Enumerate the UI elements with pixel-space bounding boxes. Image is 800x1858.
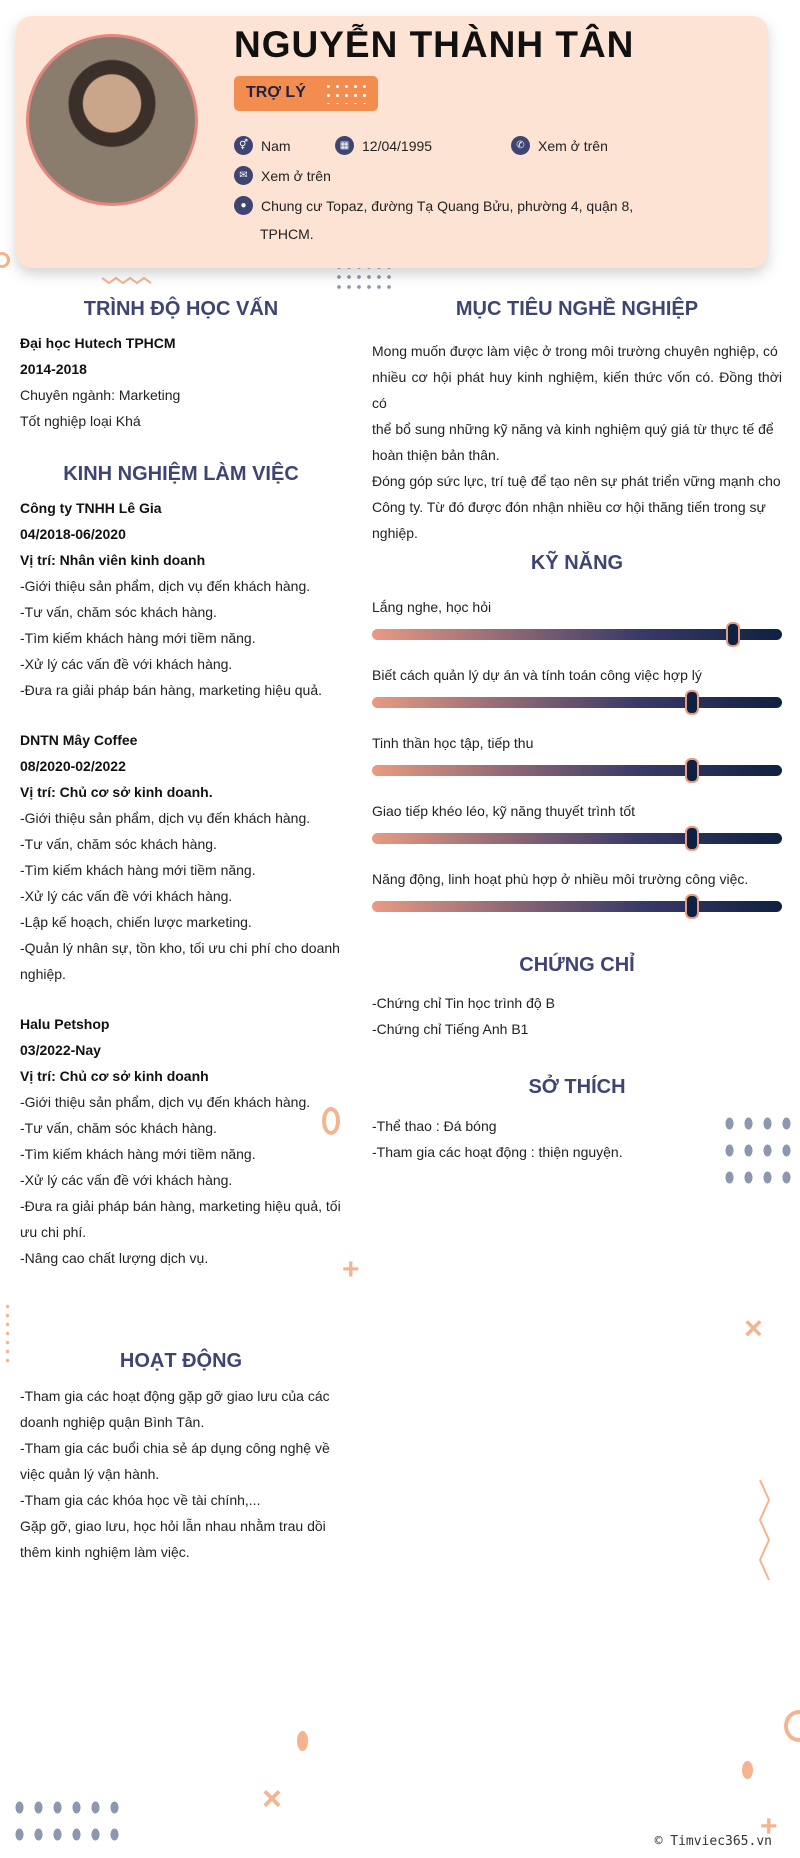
role-badge-dots bbox=[324, 82, 372, 104]
mail-icon: ✉ bbox=[234, 166, 253, 185]
certificates-title: CHỨNG CHỈ bbox=[519, 954, 635, 976]
job-duty: -Nâng cao chất lượng dịch vụ. bbox=[20, 1250, 209, 1266]
gender-icon: ⚥ bbox=[234, 136, 253, 155]
job-duty: -Tư vấn, chăm sóc khách hàng. bbox=[20, 1120, 217, 1136]
skill-item bbox=[372, 733, 782, 801]
certificate-line: -Chứng chỉ Tiếng Anh B1 bbox=[372, 1021, 529, 1037]
education-years: 2014-2018 bbox=[20, 361, 87, 377]
objective-line: Công ty. Từ đó được đón nhận nhiều cơ hội thăng tiến trong sự bbox=[372, 499, 766, 515]
skill-level-knob bbox=[685, 758, 699, 783]
job-position: Vị trí: Chủ cơ sở kinh doanh bbox=[20, 1068, 209, 1084]
avatar bbox=[26, 34, 198, 206]
skill-item bbox=[372, 665, 782, 733]
activities-block bbox=[20, 1383, 342, 1565]
hobby-line: -Thể thao : Đá bóng bbox=[372, 1118, 497, 1134]
phone-value: Xem ở trên bbox=[538, 137, 608, 154]
skill-bar bbox=[372, 629, 782, 640]
address-line1: Chung cư Topaz, đường Tạ Quang Bửu, phường 4, quận 8, bbox=[261, 197, 634, 214]
phone-icon: ✆ bbox=[511, 136, 530, 155]
decor-x-right: × bbox=[744, 1310, 763, 1346]
decor-circle-outline-left bbox=[0, 252, 10, 268]
certificates-block bbox=[372, 990, 782, 1042]
decor-oval-bottom-right bbox=[742, 1761, 753, 1779]
objective-line: Đóng góp sức lực, trí tuệ để tạo nên sự phát triển vững mạnh cho bbox=[372, 473, 781, 489]
decor-x-bottom: × bbox=[262, 1780, 282, 1818]
job-duty: -Xử lý các vấn đề với khách hàng. bbox=[20, 656, 233, 672]
skills-list bbox=[372, 597, 782, 937]
job-duty: -Tư vấn, chăm sóc khách hàng. bbox=[20, 604, 217, 620]
objective-line: nhiều cơ hội phát huy kinh nghiệm, kiến thức vốn có. Đồng thời có bbox=[372, 369, 782, 411]
job-duty: ưu chi phí. bbox=[20, 1224, 87, 1240]
decor-zigzag-vertical bbox=[756, 1478, 772, 1590]
decor-plus-bottom: + bbox=[760, 1810, 778, 1843]
skill-level-knob bbox=[726, 622, 740, 647]
job-period: 08/2020-02/2022 bbox=[20, 758, 126, 774]
email-value: Xem ở trên bbox=[261, 167, 331, 184]
activity-line: thêm kinh nghiệm làm việc. bbox=[20, 1544, 190, 1560]
skill-bar bbox=[372, 765, 782, 776]
objective-line: thể bổ sung những kỹ năng và kinh nghiệm quý giá từ thực tế để bbox=[372, 421, 774, 437]
skill-level-knob bbox=[685, 826, 699, 851]
skill-bar bbox=[372, 697, 782, 708]
objective-block bbox=[372, 338, 782, 546]
decor-zigzag bbox=[100, 274, 156, 286]
decor-plus-middle: + bbox=[342, 1253, 360, 1286]
job-period: 04/2018-06/2020 bbox=[20, 526, 126, 542]
phone-info bbox=[511, 136, 608, 155]
job-period: 03/2022-Nay bbox=[20, 1042, 101, 1058]
skill-bar bbox=[372, 833, 782, 844]
job-position: Vị trí: Chủ cơ sở kinh doanh. bbox=[20, 784, 213, 800]
skill-level-knob bbox=[685, 894, 699, 919]
activity-line: doanh nghiệp quận Bình Tân. bbox=[20, 1414, 205, 1430]
activity-line: -Tham gia các hoạt động gặp gỡ giao lưu của các bbox=[20, 1388, 330, 1404]
job-duty: -Đưa ra giải pháp bán hàng, marketing hiệu quả, tối bbox=[20, 1198, 341, 1214]
job-duty: -Giới thiệu sản phẩm, dịch vụ đến khách hàng. bbox=[20, 810, 311, 826]
gender-value: Nam bbox=[261, 137, 291, 154]
calendar-icon: ▦ bbox=[335, 136, 354, 155]
decor-arc-bottom-right bbox=[784, 1710, 800, 1742]
job-duty: -Tìm kiếm khách hàng mới tiềm năng. bbox=[20, 1146, 256, 1162]
objective-line: Mong muốn được làm việc ở trong môi trường chuyên nghiệp, có bbox=[372, 343, 778, 359]
job-duty: -Lập kế hoạch, chiến lược marketing. bbox=[20, 914, 252, 930]
job-company: Halu Petshop bbox=[20, 1016, 110, 1032]
education-block bbox=[20, 330, 342, 434]
job-position: Vị trí: Nhân viên kinh doanh bbox=[20, 552, 206, 568]
activity-line: -Tham gia các khóa học về tài chính,... bbox=[20, 1492, 261, 1508]
job-duty: -Quản lý nhân sự, tồn kho, tối ưu chi phí cho doanh bbox=[20, 940, 340, 956]
decor-dash-left bbox=[6, 1302, 9, 1364]
birthdate-info bbox=[335, 136, 432, 155]
decor-oval-bottom-left bbox=[297, 1731, 308, 1751]
job-duty: -Tìm kiếm khách hàng mới tiềm năng. bbox=[20, 630, 256, 646]
job-entry bbox=[20, 495, 342, 703]
job-entry bbox=[20, 1011, 342, 1271]
skill-level-knob bbox=[685, 690, 699, 715]
job-duty: nghiệp. bbox=[20, 966, 66, 982]
job-duty: -Tư vấn, chăm sóc khách hàng. bbox=[20, 836, 217, 852]
role-badge bbox=[234, 76, 378, 111]
candidate-name: NGUYỄN THÀNH TÂN bbox=[234, 24, 635, 65]
skill-bar bbox=[372, 901, 782, 912]
job-duty: -Đưa ra giải pháp bán hàng, marketing hiệu quả. bbox=[20, 682, 323, 698]
objective-title: MỤC TIÊU NGHỀ NGHIỆP bbox=[455, 298, 699, 320]
skill-label: Giao tiếp khéo léo, kỹ năng thuyết trình tốt bbox=[372, 803, 636, 819]
location-icon: ● bbox=[234, 196, 253, 215]
skill-label: Biết cách quản lý dự án và tính toán công việc hợp lý bbox=[372, 667, 702, 683]
objective-line: nghiệp. bbox=[372, 525, 418, 541]
job-company: DNTN Mây Coffee bbox=[20, 732, 138, 748]
job-entry bbox=[20, 727, 342, 987]
activities-title: HOẠT ĐỘNG bbox=[119, 1350, 243, 1372]
skill-label: Lắng nghe, học hỏi bbox=[372, 599, 492, 615]
job-duty: -Xử lý các vấn đề với khách hàng. bbox=[20, 1172, 233, 1188]
hobbies-title: SỞ THÍCH bbox=[528, 1076, 626, 1098]
gender-info bbox=[234, 136, 291, 155]
education-school: Đại học Hutech TPHCM bbox=[20, 335, 176, 351]
job-duty: -Tìm kiếm khách hàng mới tiềm năng. bbox=[20, 862, 256, 878]
hobby-line: -Tham gia các hoạt động : thiện nguyện. bbox=[372, 1144, 623, 1160]
address-line2: TPHCM. bbox=[260, 226, 314, 242]
activity-line: Gặp gỡ, giao lưu, học hỏi lẫn nhau nhằm trau dồi bbox=[20, 1518, 326, 1534]
job-company: Công ty TNHH Lê Gia bbox=[20, 500, 162, 516]
activity-line: việc quản lý vận hành. bbox=[20, 1466, 160, 1482]
objective-line: hoàn thiện bản thân. bbox=[372, 447, 500, 463]
birthdate-value: 12/04/1995 bbox=[362, 137, 433, 154]
skills-title: KỸ NĂNG bbox=[530, 552, 624, 574]
education-grade: Tốt nghiệp loại Khá bbox=[20, 413, 141, 429]
job-duty: -Xử lý các vấn đề với khách hàng. bbox=[20, 888, 233, 904]
certificate-line: -Chứng chỉ Tin học trình độ B bbox=[372, 995, 555, 1011]
footer-credit: © Timviec365.vn bbox=[654, 1834, 772, 1849]
job-duty: -Giới thiệu sản phẩm, dịch vụ đến khách hàng. bbox=[20, 1094, 311, 1110]
skill-item bbox=[372, 869, 782, 937]
email-info bbox=[234, 166, 331, 185]
address-info bbox=[234, 196, 633, 215]
education-title: TRÌNH ĐỘ HỌC VẤN bbox=[83, 298, 279, 320]
hobbies-block bbox=[372, 1113, 782, 1165]
skill-label: Năng động, linh hoạt phù hợp ở nhiều môi trường công việc. bbox=[372, 871, 749, 887]
education-major: Chuyên ngành: Marketing bbox=[20, 387, 181, 403]
role-text: TRỢ LÝ bbox=[246, 84, 306, 101]
job-duty: -Giới thiệu sản phẩm, dịch vụ đến khách hàng. bbox=[20, 578, 311, 594]
skill-item bbox=[372, 801, 782, 869]
decor-dots-bottom-left bbox=[10, 1794, 124, 1848]
skill-label: Tinh thần học tập, tiếp thu bbox=[372, 735, 534, 751]
experience-block bbox=[20, 495, 342, 1271]
activity-line: -Tham gia các buổi chia sẻ áp dụng công nghệ về bbox=[20, 1440, 330, 1456]
experience-title: KINH NGHIỆM LÀM VIỆC bbox=[63, 463, 299, 485]
skill-item bbox=[372, 597, 782, 665]
